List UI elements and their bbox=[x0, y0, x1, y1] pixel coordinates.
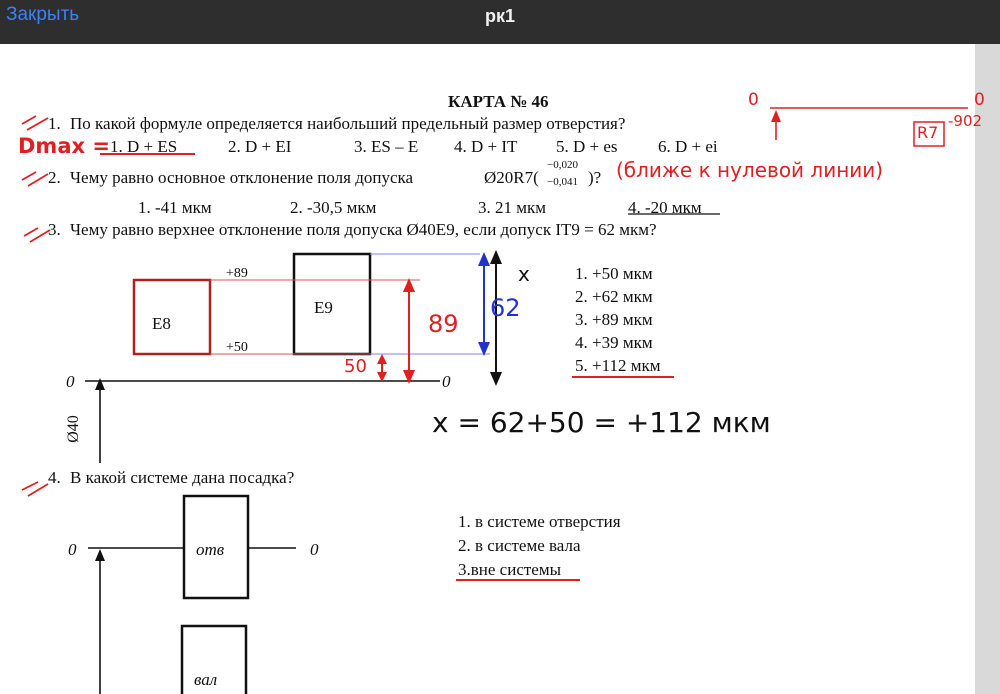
q3-zero-right: 0 bbox=[442, 372, 451, 391]
hw-zero-a: 0 bbox=[748, 90, 759, 110]
q3-option-4: 4. +39 мкм bbox=[575, 333, 653, 352]
q1-option-6: 6. D + ei bbox=[658, 137, 718, 156]
hw-89: 89 bbox=[428, 310, 459, 338]
hw-dmax: Dmax = bbox=[18, 134, 110, 158]
q3-zero-left: 0 bbox=[66, 372, 75, 391]
dim-50-arrow-top bbox=[377, 354, 387, 364]
q4-zero-right: 0 bbox=[310, 540, 319, 559]
hw-r7: R7 bbox=[917, 123, 939, 142]
q3-text: Чему равно верхнее отклонение поля допуска Ø40Е9, если допуск IT9 = 62 мкм? bbox=[70, 220, 657, 239]
sketch-arrow-head bbox=[771, 110, 781, 122]
q1-option-4: 4. D + IT bbox=[454, 137, 518, 156]
e8-label: E8 bbox=[152, 314, 171, 333]
window-title: рк1 bbox=[484, 6, 515, 26]
label-plus50: +50 bbox=[226, 340, 248, 355]
q3-diameter: Ø40 bbox=[64, 415, 82, 443]
e9-label: E9 bbox=[314, 298, 333, 317]
q2-close: )? bbox=[588, 168, 602, 187]
q1-option-2: 2. D + EI bbox=[228, 137, 292, 156]
q3-option-3: 3. +89 мкм bbox=[575, 310, 653, 329]
q4-option-3: 3.вне системы bbox=[458, 560, 562, 579]
q2-lower-deviation: −0,041 bbox=[547, 176, 578, 188]
tick-q4 bbox=[22, 482, 48, 496]
q2-option-3: 3. 21 мкм bbox=[478, 198, 547, 217]
q2-text: Чему равно основное отклонение поля допуска bbox=[70, 168, 414, 187]
q4-option-2: 2. в системе вала bbox=[458, 536, 581, 555]
card-title: КАРТА № 46 bbox=[448, 92, 549, 111]
tick-q1 bbox=[22, 116, 48, 130]
hw-62: 62 bbox=[490, 294, 521, 322]
q3-option-1: 1. +50 мкм bbox=[575, 264, 653, 283]
q3-option-2: 2. +62 мкм bbox=[575, 287, 653, 306]
q2-option-1: 1. -41 мкм bbox=[138, 198, 212, 217]
tick-q3 bbox=[24, 228, 50, 242]
hw-x: x bbox=[518, 262, 530, 286]
q1-number: 1. bbox=[48, 114, 61, 133]
q1-text: По какой формуле определяется наибольший предельный размер отверстия? bbox=[70, 114, 626, 133]
q4-number: 4. bbox=[48, 468, 61, 487]
q3-option-5: 5. +112 мкм bbox=[575, 356, 661, 375]
q2-designation: Ø20R7( bbox=[484, 168, 539, 187]
e8-box bbox=[134, 280, 210, 354]
hw-zero-b: 0 bbox=[974, 90, 985, 110]
shaft-label: вал bbox=[194, 670, 218, 689]
q1-option-5: 5. D + es bbox=[556, 137, 618, 156]
q2-number: 2. bbox=[48, 168, 61, 187]
diameter-arrow-q3 bbox=[95, 378, 105, 390]
dim-x-arrow-top bbox=[490, 250, 502, 264]
hole-label: отв bbox=[196, 540, 225, 559]
diameter-arrow-q4 bbox=[95, 549, 105, 561]
hw-minus-902: -902 bbox=[948, 112, 983, 130]
hw-closer-to-zero: (ближе к нулевой линии) bbox=[616, 158, 884, 182]
q2-option-2: 2. -30,5 мкм bbox=[290, 198, 377, 217]
hw-equation: x = 62+50 = +112 мкм bbox=[432, 406, 771, 439]
q3-number: 3. bbox=[48, 220, 61, 239]
q4-option-1: 1. в системе отверстия bbox=[458, 512, 621, 531]
hw-50: 50 bbox=[344, 356, 367, 377]
label-plus89: +89 bbox=[226, 266, 248, 281]
close-button[interactable]: Закрыть bbox=[6, 4, 80, 25]
q4-zero-left: 0 bbox=[68, 540, 77, 559]
tick-q2 bbox=[22, 172, 48, 186]
q2-option-4: 4. -20 мкм bbox=[628, 198, 702, 217]
q2-upper-deviation: −0,020 bbox=[547, 159, 578, 171]
dim-x-arrow-bottom bbox=[490, 372, 502, 386]
q1-option-3: 3. ES – E bbox=[354, 137, 419, 156]
q4-text: В какой системе дана посадка? bbox=[70, 468, 295, 487]
dim-89-arrow-bottom bbox=[403, 370, 415, 384]
q1-option-1: 1. D + ES bbox=[110, 137, 178, 156]
